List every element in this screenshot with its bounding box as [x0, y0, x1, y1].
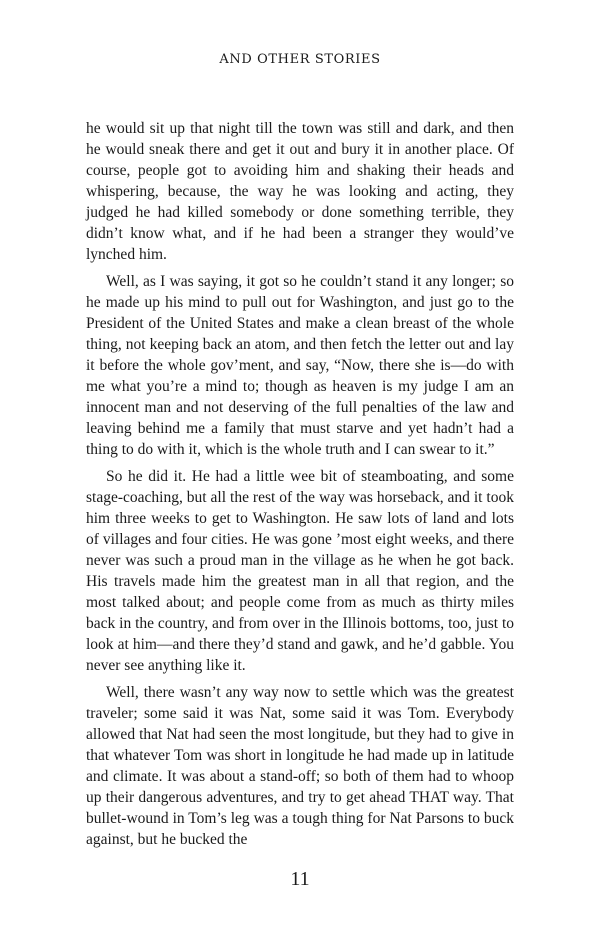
paragraph-1: he would sit up that night till the town was still and dark, and then he would sneak there and get it out and bury it in another place. Of course, people got to avoiding him and shaking their heads and whispering, because, the way he was looking and acting, they judged he had killed somebody or done something terrible, they didn’t know what, and if he had been a stranger they would’ve lynched him. — [86, 120, 514, 263]
paragraph-4: Well, there wasn’t any way now to settle which was the greatest traveler; some said it was Nat, some said it was Tom. Everybody allowed that Nat had seen the most longitude, but they had to give in that whatever Tom was short in longitude he had made up in latitude and climate. It was about a stand-off; so both of them had to whoop up their dangerous adventures, and try to get ahead THAT way. That bullet-wound in Tom’s leg was a tough thing for Nat Parsons to buck against, but he bucked the — [86, 684, 514, 848]
body-text — [86, 118, 514, 856]
paragraph-3: So he did it. He had a little wee bit of steamboating, and some stage-coaching, but all the rest of the way was horseback, and it took him three weeks to get to Washington. He saw lots of land and lots of villages and four cities. He was gone ’most eight weeks, and there never was such a proud man in the village as he when he got back. His travels made him the greatest man in all that region, and the most talked about; and people come from as much as thirty miles back in the country, and from over in the Illinois bottoms, too, just to look at him—and there they’d stand and gawk, and he’d gabble. You never see anything like it. — [86, 468, 514, 674]
paragraph-2: Well, as I was saying, it got so he couldn’t stand it any longer; so he made up his mind to pull out for Washington, and just go to the President of the United States and make a clean breast of the whole thing, not keeping back an atom, and then fetch the letter out and lay it before the whole gov’ment, and say, “Now, there she is—do with me what you’re a mind to; though as heaven is my judge I am an innocent man and not deserving of the full penalties of the law and leaving behind me a family that must starve and yet hadn’t had a thing to do with it, which is the whole truth and I can swear to it.” — [86, 273, 514, 458]
running-head: AND OTHER STORIES — [219, 52, 381, 67]
page-number: 11 — [290, 868, 310, 890]
